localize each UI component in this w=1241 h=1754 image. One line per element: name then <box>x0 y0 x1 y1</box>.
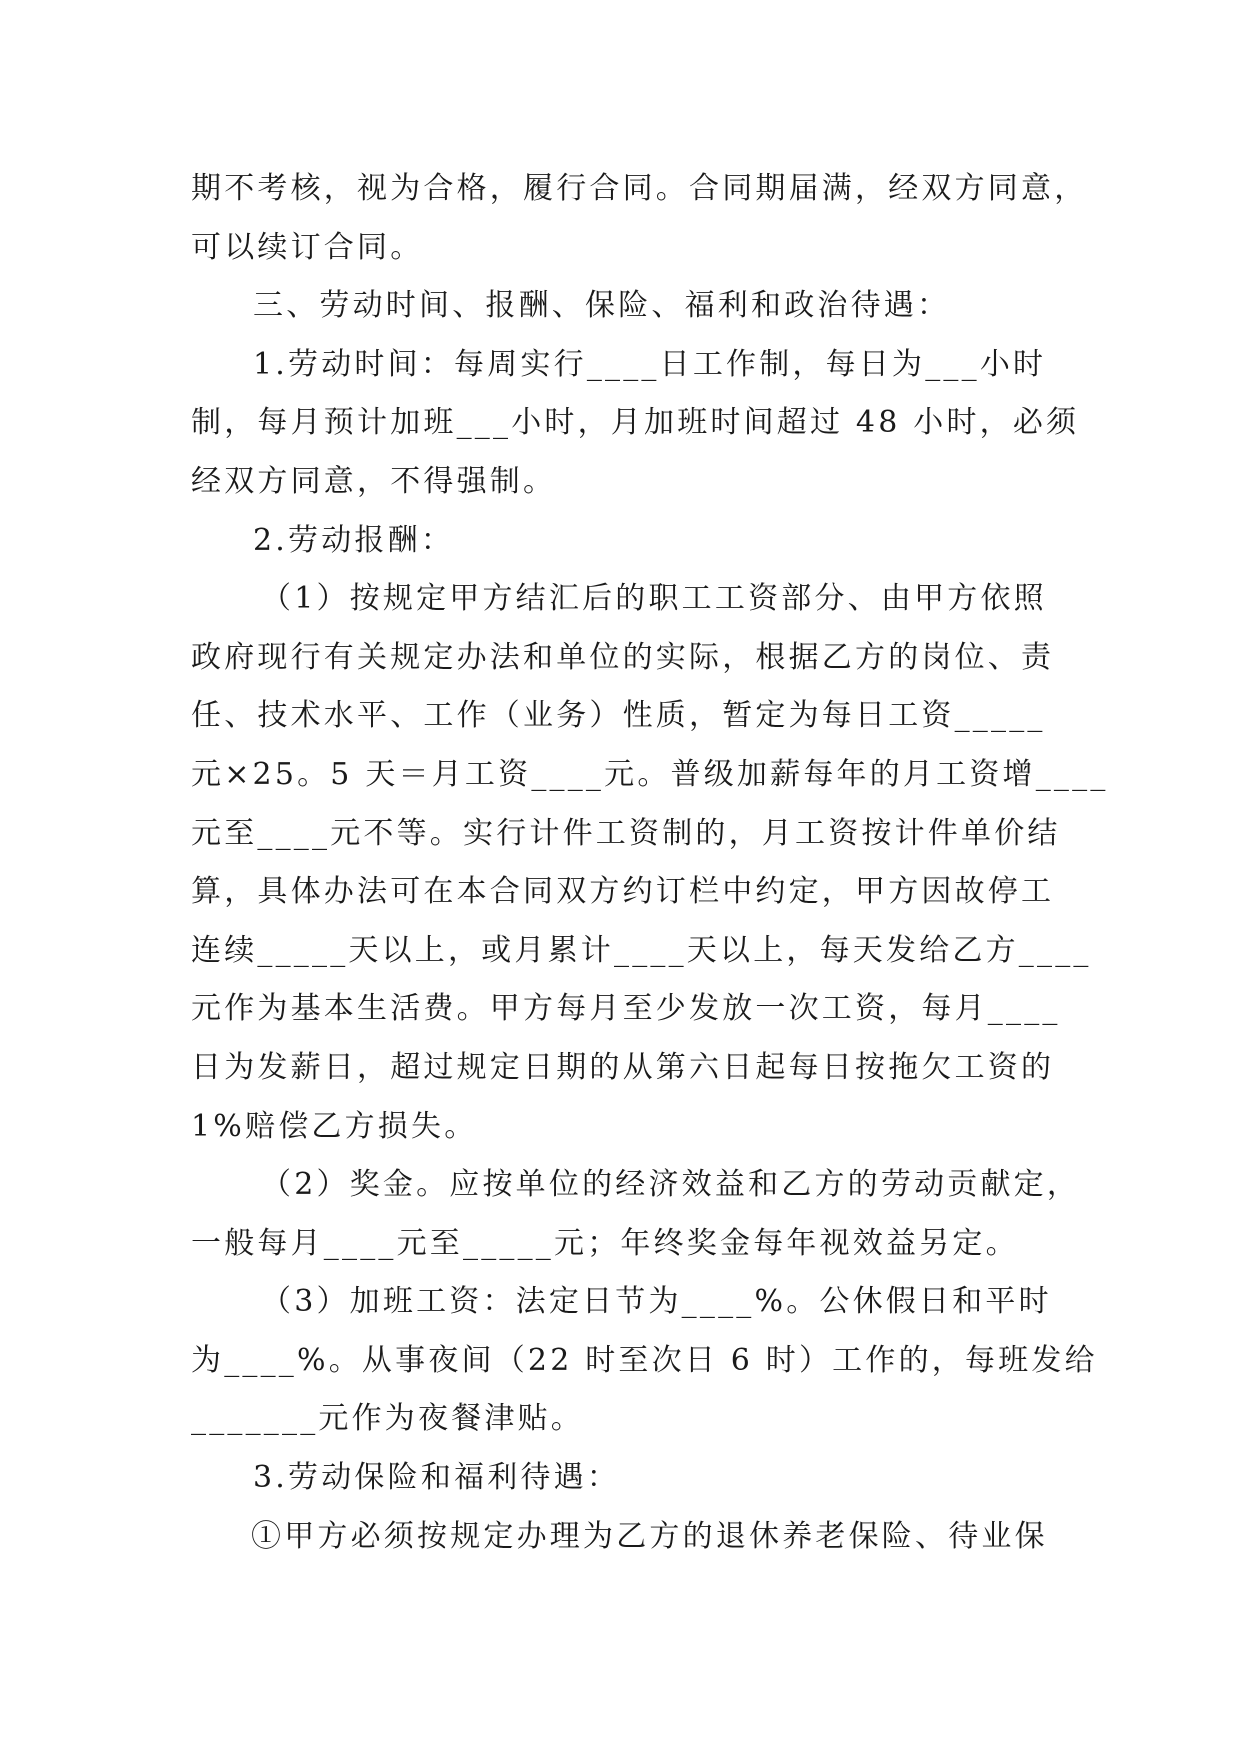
item-text: ①甲方必须按规定办理为乙方的退休养老保险、待业保 <box>251 1518 1048 1554</box>
text-line: 为____%。从事夜间（22 时至次日 6 时）工作的，每班发给 <box>191 1342 1098 1378</box>
text-line: 经双方同意，不得强制。 <box>191 463 557 499</box>
clause-heading: 2.劳动报酬： <box>253 522 455 558</box>
text-line: 元作为基本生活费。甲方每月至少发放一次工资，每月____ <box>191 991 1061 1027</box>
text-line: 连续_____天以上，或月累计____天以上，每天发给乙方____ <box>191 932 1092 968</box>
subclause-text: （3）加班工资：法定日节为____%。公休假日和平时 <box>261 1284 1052 1320</box>
clause-heading: 3.劳动保险和福利待遇： <box>253 1460 621 1496</box>
text-line: 1%赔偿乙方损失。 <box>191 1108 478 1144</box>
text-line: 算，具体办法可在本合同双方约订栏中约定，甲方因故停工 <box>191 874 1055 910</box>
text-line: 期不考核，视为合格，履行合同。合同期届满，经双方同意， <box>191 171 1088 206</box>
subclause-text: （1）按规定甲方结汇后的职工工资部分、由甲方依照 <box>261 581 1047 617</box>
document-body <box>191 160 1109 1566</box>
clause-heading: 1.劳动时间：每周实行____日工作制，每日为___小时 <box>253 346 1047 382</box>
text-line: 日为发薪日，超过规定日期的从第六日起每日按拖欠工资的 <box>191 1049 1055 1085</box>
text-line: 一般每月____元至_____元；年终奖金每年视效益另定。 <box>191 1225 1019 1261</box>
section-heading: 三、劳动时间、报酬、保险、福利和政治待遇： <box>253 288 951 324</box>
subclause-text: （2）奖金。应按单位的经济效益和乙方的劳动贡献定， <box>261 1167 1081 1203</box>
text-line: 制，每月预计加班___小时，月加班时间超过 48 小时，必须 <box>191 405 1080 441</box>
text-line: 可以续订合同。 <box>191 229 424 265</box>
text-line: _______元作为夜餐津贴。 <box>191 1401 584 1437</box>
text-line: 任、技术水平、工作（业务）性质，暂定为每日工资_____ <box>191 698 1046 734</box>
text-line: 元至____元不等。实行计件工资制的，月工资按计件单价结 <box>191 815 1061 851</box>
text-line: 政府现行有关规定办法和单位的实际，根据乙方的岗位、责 <box>191 639 1055 675</box>
text-line: 元×25。5 天＝月工资____元。普级加薪每年的月工资增____ <box>191 756 1109 792</box>
